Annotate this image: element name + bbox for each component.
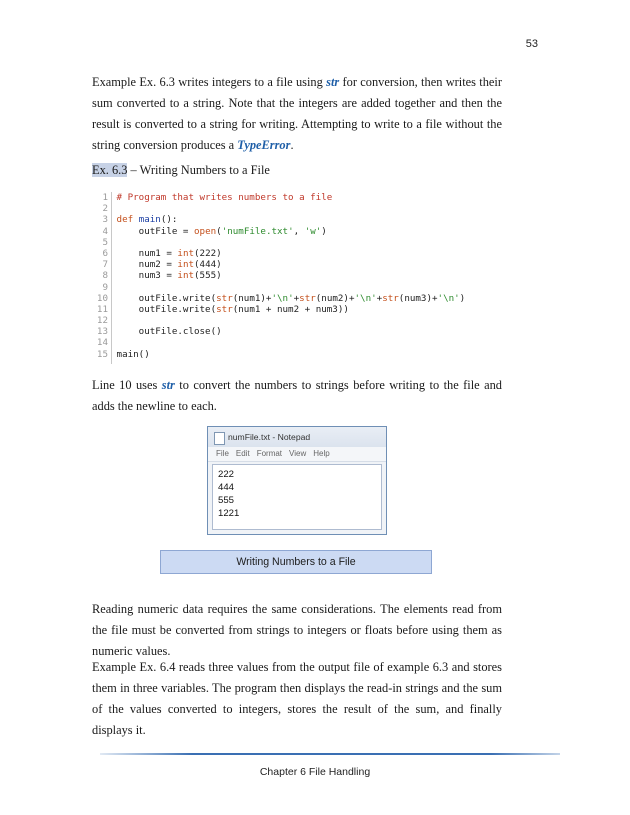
code-token: main xyxy=(138,214,161,226)
code-token: (222) xyxy=(194,247,222,259)
example-heading xyxy=(92,163,270,178)
code-token: num1 = xyxy=(116,247,178,259)
code-token: def xyxy=(116,214,139,226)
code-text xyxy=(111,315,117,326)
code-text xyxy=(111,282,117,293)
file-line-3: 555 xyxy=(218,495,235,506)
code-line xyxy=(94,293,504,304)
notepad-menubar xyxy=(208,447,386,462)
line-number: 1 xyxy=(102,192,108,203)
intro-paragraph xyxy=(92,72,502,156)
code-line xyxy=(94,304,504,315)
code-token: int xyxy=(177,259,195,271)
menu-edit[interactable]: Edit xyxy=(235,449,250,458)
line-number: 3 xyxy=(102,214,108,226)
notepad-window xyxy=(207,426,387,535)
code-line xyxy=(94,226,504,237)
code-token: '\n' xyxy=(271,292,294,304)
line-number: 15 xyxy=(96,348,108,360)
code-token: (444) xyxy=(194,259,222,271)
code-token: str xyxy=(216,292,233,304)
code-text xyxy=(111,304,349,315)
intro-text-2: for conversion, then writes their sum converted to a string. Note that the integers are added together and then the result is converted to a string for writing. Attempting to write to a file without the string conversion produces a xyxy=(92,75,502,152)
type-error-term: TypeError xyxy=(237,138,291,152)
code-token: ( xyxy=(216,225,222,237)
code-token: ) xyxy=(321,225,327,237)
code-text xyxy=(111,293,465,304)
code-token: + xyxy=(293,292,300,304)
code-token: num2 = xyxy=(116,259,178,271)
code-token: + xyxy=(376,292,383,304)
code-token: str xyxy=(299,292,316,304)
page-number: 53 xyxy=(525,38,538,50)
code-line xyxy=(94,259,504,270)
code-token: # Program that writes numbers to a file xyxy=(116,192,333,203)
code-token: '\n' xyxy=(354,292,377,304)
code-token: outFile.write( xyxy=(116,292,217,304)
code-token: (555) xyxy=(194,270,222,282)
code-text xyxy=(111,203,117,214)
code-text xyxy=(111,192,332,203)
code-token: main() xyxy=(116,348,150,360)
file-line-1: 222 xyxy=(218,469,235,480)
code-text xyxy=(111,248,222,259)
str-keyword-2: str xyxy=(161,378,175,392)
code-token: open xyxy=(194,225,217,237)
line-number: 13 xyxy=(96,326,108,338)
code-text xyxy=(111,214,177,225)
code-text xyxy=(111,337,117,348)
code-line xyxy=(94,315,504,326)
code-line xyxy=(94,326,504,337)
code-token: '\n' xyxy=(437,292,460,304)
notepad-text-area[interactable] xyxy=(212,464,382,530)
line-number: 11 xyxy=(96,303,108,315)
file-line-2: 444 xyxy=(218,482,235,493)
line10-text-2: to convert the numbers to strings before writing to the file and adds the newline to each. xyxy=(92,378,502,413)
line-number: 8 xyxy=(102,270,108,282)
menu-help[interactable]: Help xyxy=(313,449,330,458)
code-token: str xyxy=(216,303,233,315)
intro-text-1: Example Ex. 6.3 writes integers to a file using xyxy=(92,75,327,89)
reading-paragraph: Reading numeric data requires the same considerations. The elements read from the file must be converted from strings to integers or floats before using them as numeric values. xyxy=(92,602,502,658)
code-token: int xyxy=(177,247,195,259)
line-number: 14 xyxy=(96,337,108,349)
code-token: 'numFile.txt' xyxy=(221,225,294,237)
line-number: 7 xyxy=(102,259,108,271)
code-token: (num2)+ xyxy=(315,292,355,304)
notepad-title: numFile.txt - Notepad xyxy=(228,432,311,442)
line-number: 5 xyxy=(102,236,108,248)
intro-text-3: . xyxy=(290,138,294,152)
code-text xyxy=(111,226,327,237)
code-line xyxy=(94,214,504,225)
code-token: str xyxy=(382,292,399,304)
menu-file[interactable]: File xyxy=(216,449,229,458)
code-token: int xyxy=(177,270,195,282)
file-line-4: 1221 xyxy=(218,508,240,519)
figure-caption: Writing Numbers to a File xyxy=(160,550,432,574)
code-token: (num3)+ xyxy=(398,292,438,304)
code-listing xyxy=(94,192,504,364)
line-number: 12 xyxy=(96,315,108,327)
code-token: (): xyxy=(160,214,178,226)
line10-text-1: Line 10 uses xyxy=(92,378,162,392)
line-number: 10 xyxy=(96,292,108,304)
example-title: – Writing Numbers to a File xyxy=(127,163,270,177)
example-label: Ex. 6.3 xyxy=(92,163,128,177)
footer-chapter: Chapter 6 File Handling xyxy=(259,766,371,778)
code-token: (num1 + num2 + num3)) xyxy=(232,303,349,315)
code-line xyxy=(94,203,504,214)
str-keyword: str xyxy=(326,75,340,89)
code-token: (num1)+ xyxy=(232,292,272,304)
code-text xyxy=(111,349,150,360)
line-number: 6 xyxy=(102,247,108,259)
notepad-titlebar xyxy=(208,427,386,447)
code-token: outFile.write( xyxy=(116,303,217,315)
code-line xyxy=(94,337,504,348)
code-line xyxy=(94,349,504,360)
code-token: outFile.close() xyxy=(116,326,222,338)
notepad-file-icon xyxy=(214,432,225,445)
menu-format[interactable]: Format xyxy=(256,449,283,458)
example-64-paragraph: Example Ex. 6.4 reads three values from the output file of example 6.3 and stores them in three variables. The program then displays the read-in strings and the sum of the values converted to integers, stores the result of the sum, and finally displays it. xyxy=(92,660,502,737)
code-token: ) xyxy=(459,292,466,304)
footer-rule xyxy=(100,753,560,755)
code-token: num3 = xyxy=(116,270,178,282)
code-token: , xyxy=(293,225,305,237)
code-line xyxy=(94,270,504,281)
code-text xyxy=(111,237,117,248)
line-number: 9 xyxy=(102,281,108,293)
menu-view[interactable]: View xyxy=(289,449,307,458)
line10-note xyxy=(92,375,502,417)
code-token: outFile = xyxy=(116,225,194,237)
line-number: 4 xyxy=(102,225,108,237)
code-text xyxy=(111,259,222,270)
code-text xyxy=(111,326,222,337)
code-line xyxy=(94,248,504,259)
code-line xyxy=(94,192,504,203)
code-line xyxy=(94,237,504,248)
code-token: 'w' xyxy=(304,225,322,237)
line-number: 2 xyxy=(102,203,108,215)
code-text xyxy=(111,270,222,281)
code-line xyxy=(94,282,504,293)
